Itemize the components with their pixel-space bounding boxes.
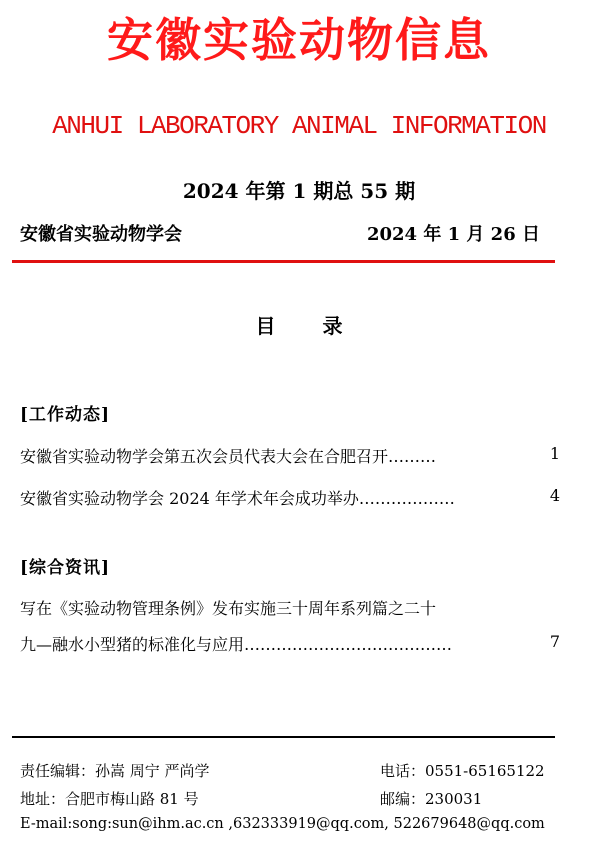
toc-entry-continued[interactable]: [20, 632, 560, 655]
toc-entry[interactable]: [20, 444, 560, 467]
masthead-title-chinese: 安徽实验动物信息: [107, 13, 491, 67]
toc-entry-page: 4: [549, 486, 560, 505]
phone: 电话：0551-65165122: [380, 762, 545, 780]
toc-entry-title: 安徽省实验动物学会第五次会员代表大会在合肥召开………: [20, 447, 437, 466]
toc-entry-title-line2: 九—融水小型猪的标准化与应用…………………………………: [20, 635, 453, 654]
section-heading-general-info: [综合资讯]: [20, 558, 111, 578]
publication-date: 2024 年 1 月 26 日: [366, 224, 540, 245]
toc-title: 目 录: [255, 314, 343, 338]
footer-divider: [12, 736, 555, 738]
address: 地址：合肥市梅山路 81 号: [20, 790, 199, 808]
toc-entry[interactable]: [20, 486, 560, 509]
masthead-title-english: ANHUI LABORATORY ANIMAL INFORMATION: [52, 111, 546, 141]
toc-entry-page: 1: [549, 444, 560, 463]
header-divider: [12, 260, 555, 263]
editors: 责任编辑：孙嵩 周宁 严尚学: [20, 762, 210, 780]
toc-entry-page: 7: [549, 632, 560, 651]
publisher-organization: 安徽省实验动物学会: [20, 224, 182, 245]
postcode: 邮编：230031: [380, 790, 483, 808]
toc-entry[interactable]: [20, 596, 560, 619]
toc-entry-title-line1: 写在《实验动物管理条例》发布实施三十周年系列篇之二十: [20, 599, 437, 618]
section-heading-work-news: [工作动态]: [20, 405, 111, 425]
email[interactable]: E-mail:song:sun@ihm.ac.cn ,632333919@qq.com, 522679648@qq.com: [20, 816, 545, 832]
issue-number: 2024 年第 1 期总 55 期: [182, 179, 416, 203]
toc-entry-title: 安徽省实验动物学会 2024 年学术年会成功举办………………: [20, 489, 455, 508]
